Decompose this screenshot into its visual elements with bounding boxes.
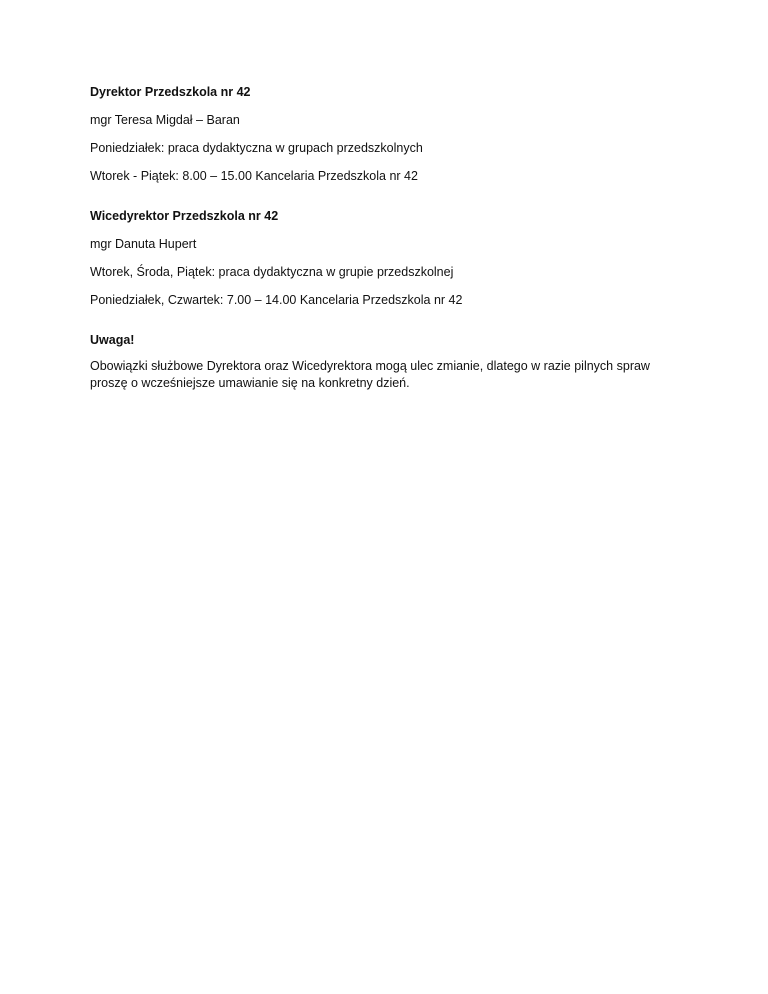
notice-section [90,332,690,392]
notice-heading: Uwaga! [90,333,135,347]
vice-director-mon-thu-schedule: Poniedziałek, Czwartek: 7.00 – 14.00 Kancelaria Przedszkola nr 42 [90,293,463,307]
vice-director-name: mgr Danuta Hupert [90,237,197,251]
vice-director-tue-wed-fri-schedule: Wtorek, Środa, Piątek: praca dydaktyczna w grupie przedszkolnej [90,265,454,279]
director-name: mgr Teresa Migdał – Baran [90,113,240,127]
vice-director-heading: Wicedyrektor Przedszkola nr 42 [90,209,279,223]
director-monday-schedule: Poniedziałek: praca dydaktyczna w grupach przedszkolnych [90,141,423,155]
director-heading: Dyrektor Przedszkola nr 42 [90,85,251,99]
vice-director-section [90,208,690,308]
director-tue-fri-schedule: Wtorek - Piątek: 8.00 – 15.00 Kancelaria Przedszkola nr 42 [90,169,418,183]
director-section [90,84,690,184]
notice-text: Obowiązki służbowe Dyrektora oraz Wicedyrektora mogą ulec zmianie, dlatego w razie pilnych spraw proszę o wcześniejsze umawianie się na konkretny dzień. [90,359,650,390]
document-content [90,84,690,392]
